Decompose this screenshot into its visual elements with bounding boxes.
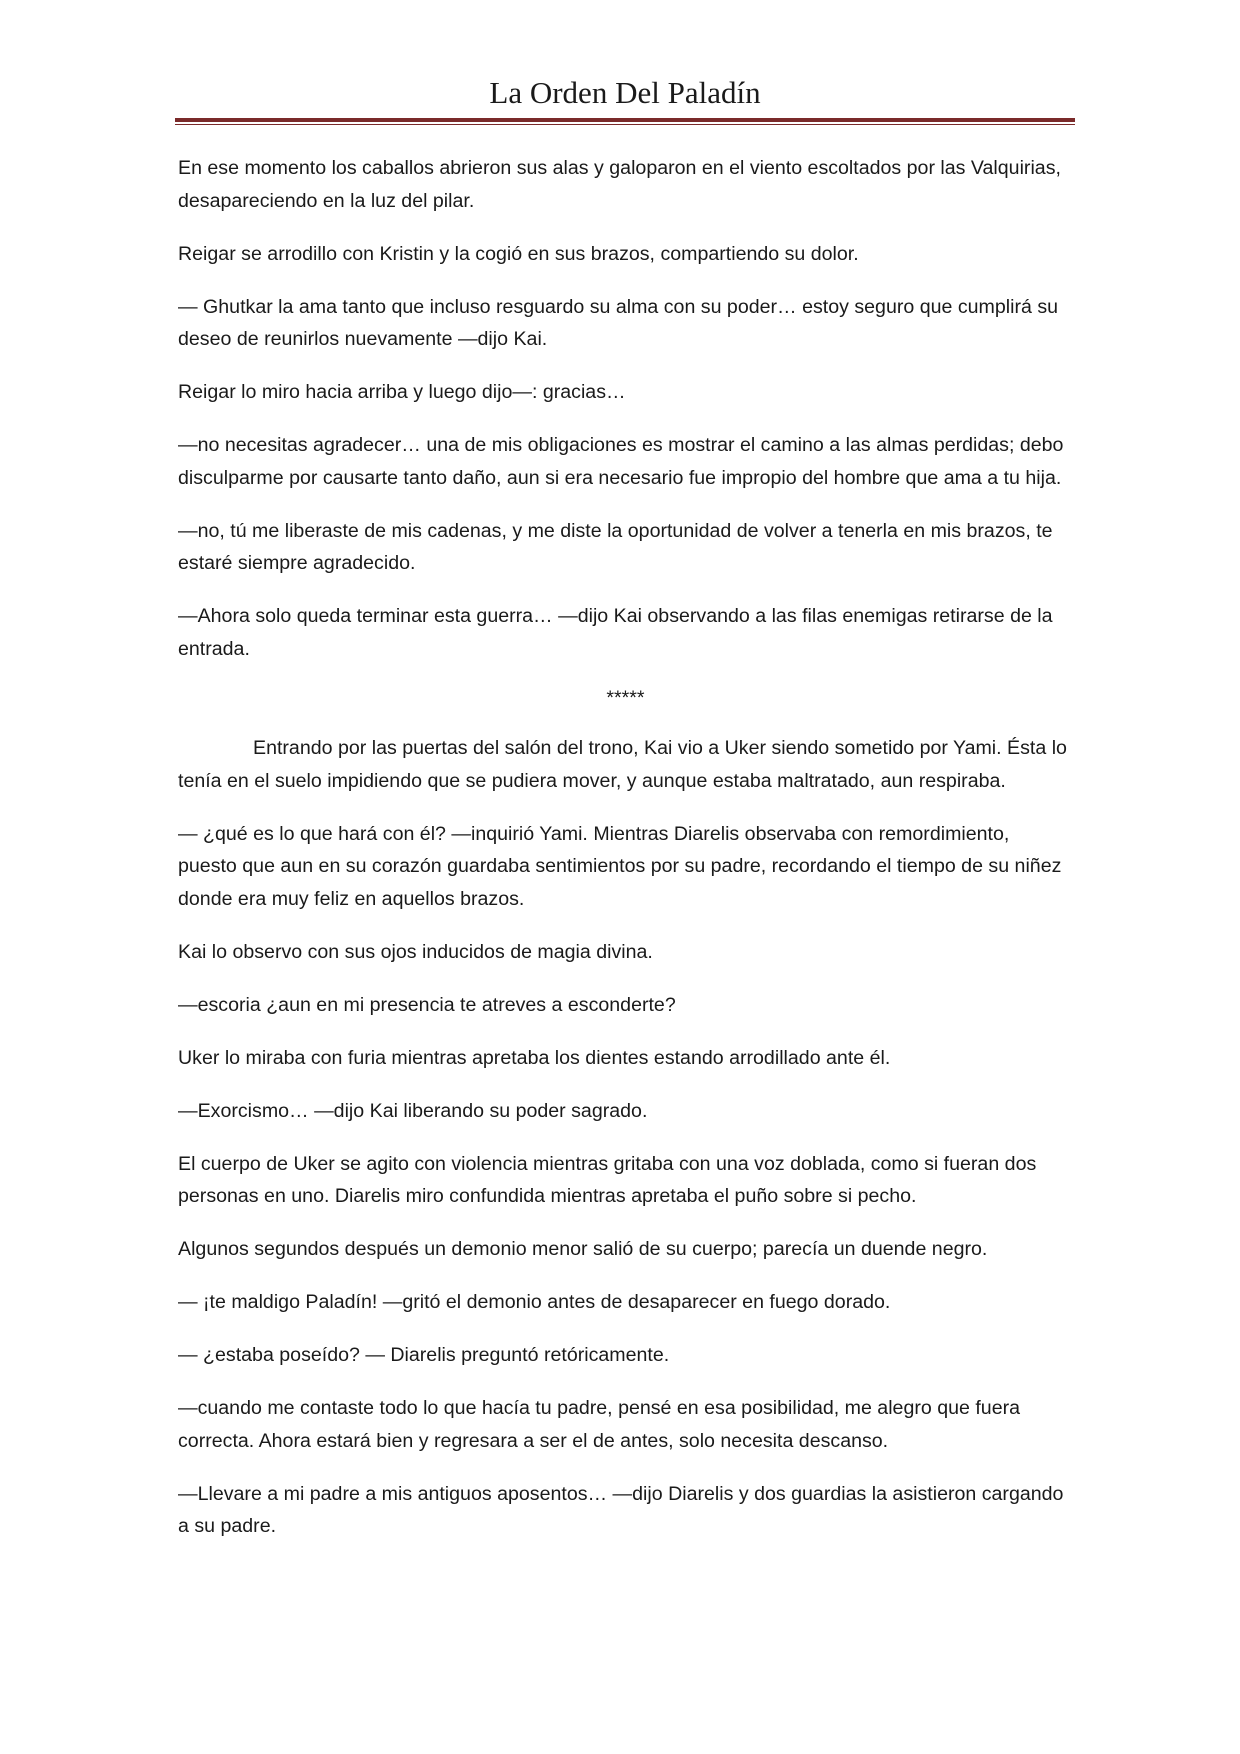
paragraph: Algunos segundos después un demonio menor salió de su cuerpo; parecía un duende negro. xyxy=(178,1238,988,1260)
paragraph: Entrando por las puertas del salón del trono, Kai vio a Uker siendo sometido por Yami. Ésta lo tenía en el suelo impidiendo que se pudiera mover, y aunque estaba maltratado, aun respiraba. xyxy=(178,737,1067,792)
paragraph: —cuando me contaste todo lo que hacía tu padre, pensé en esa posibilidad, me alegro que fuera correcta. Ahora estará bien y regresara a ser el de antes, solo necesita descanso. xyxy=(178,1397,1021,1452)
paragraph: Uker lo miraba con furia mientras apretaba los dientes estando arrodillado ante él. xyxy=(178,1046,891,1069)
header-rule-thin xyxy=(175,124,1075,125)
paragraph: Reigar lo miro hacia arriba y luego dijo—: gracias… xyxy=(178,381,626,403)
paragraph: — Ghutkar la ama tanto que incluso resguardo su alma con su poder… estoy seguro que cumplirá su deseo de reunirlos nuevamente —dijo Kai. xyxy=(178,295,1059,350)
paragraph: —Llevare a mi padre a mis antiguos aposentos… —dijo Diarelis y dos guardias la asistieron cargando a su padre. xyxy=(178,1482,1064,1537)
header-rule-thick xyxy=(175,118,1075,122)
paragraph: Kai lo observo con sus ojos inducidos de magia divina. xyxy=(178,940,653,963)
scene-separator: ***** xyxy=(606,686,645,709)
paragraph: —Ahora solo queda terminar esta guerra… —dijo Kai observando a las filas enemigas retirarse de la entrada. xyxy=(178,605,1053,660)
paragraph: En ese momento los caballos abrieron sus alas y galoparon en el viento escoltados por las Valquirias, desapareciendo en la luz del pilar. xyxy=(178,157,1061,212)
paragraph: — ¡te maldigo Paladín! —gritó el demonio antes de desaparecer en fuego dorado. xyxy=(178,1291,891,1313)
paragraph: El cuerpo de Uker se agito con violencia mientras gritaba con una voz doblada, como si fueran dos personas en uno. Diarelis miro confundida mientras apretaba el puño sobre si pecho. xyxy=(178,1152,1037,1207)
paragraph: —no necesitas agradecer… una de mis obligaciones es mostrar el camino a las almas perdidas; debo disculparme por causarte tanto daño, aun si era necesario fue impropio del hombre que ama a tu hija. xyxy=(178,434,1064,489)
body-text xyxy=(178,152,1073,1563)
page-header xyxy=(175,70,1075,128)
paragraph: — ¿qué es lo que hará con él? —inquirió Yami. Mientras Diarelis observaba con remordimiento, puesto que aun en su corazón guardaba sentimientos por su padre, recordando el tiempo de su niñez donde era muy feliz en aquellos brazos. xyxy=(178,822,1062,910)
paragraph: —no, tú me liberaste de mis cadenas, y me diste la oportunidad de volver a tenerla en mis brazos, te estaré siempre agradecido. xyxy=(178,519,1053,574)
paragraph: —escoria ¿aun en mi presencia te atreves a esconderte? xyxy=(178,993,676,1016)
paragraph: Reigar se arrodillo con Kristin y la cogió en sus brazos, compartiendo su dolor. xyxy=(178,242,859,265)
book-title: La Orden Del Paladín xyxy=(489,75,761,110)
paragraph: — ¿estaba poseído? — Diarelis preguntó retóricamente. xyxy=(178,1344,670,1366)
paragraph: —Exorcismo… —dijo Kai liberando su poder sagrado. xyxy=(178,1099,648,1122)
